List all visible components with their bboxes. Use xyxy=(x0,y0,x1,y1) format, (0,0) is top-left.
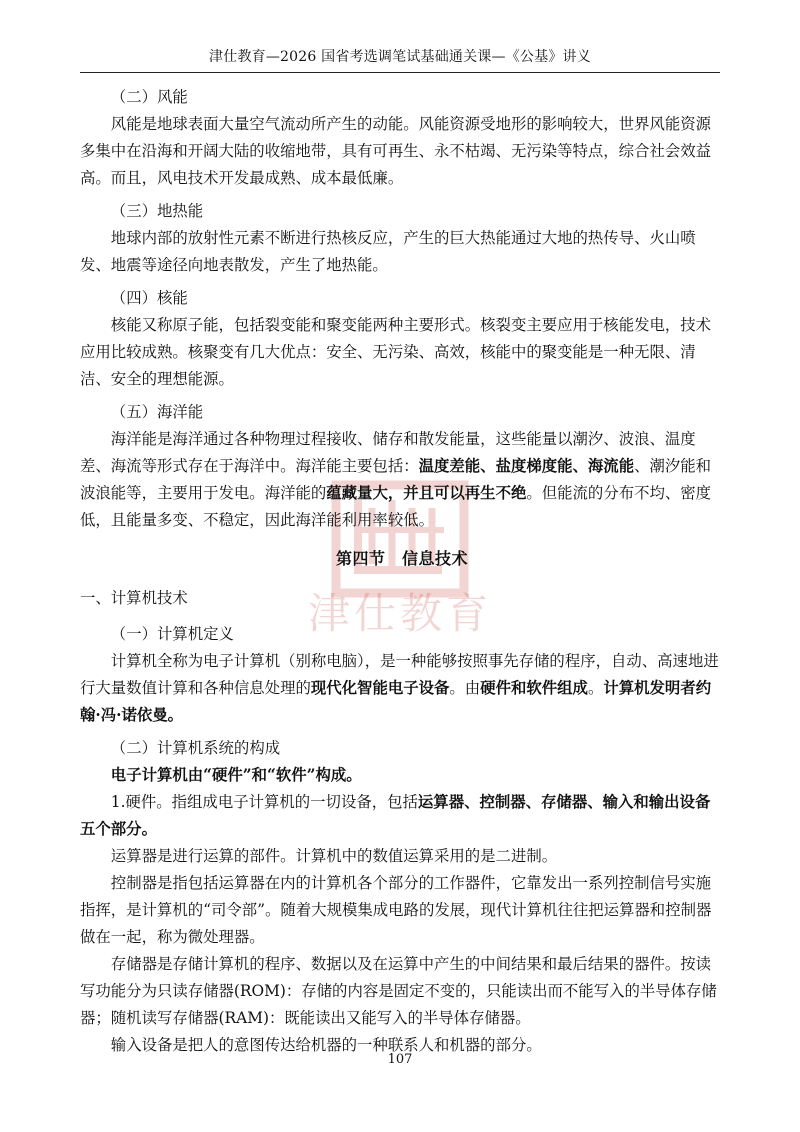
paragraph-wind-energy xyxy=(80,111,724,192)
paragraph-computer-composition xyxy=(80,762,724,789)
text-run: 、潮汐能和波浪能等，主要用于发电。海洋能的 xyxy=(80,457,712,502)
bold-text: 蕴藏量大，并且可以再生不绝 xyxy=(326,484,527,502)
text-run: （一）计算机定义 xyxy=(110,625,234,643)
text-run: 存储器是存储计算机的程序、数据以及在运算中产生的中间结果和最后结果的器件。按读写功能分为只读存储器(ROM)：存储的内容是固定不变的，只能读出而不能写入的半导体存储器；随机读写存储器(RAM)：既能读出又能写入的半导体存储器。 xyxy=(80,955,717,1027)
paragraph-computer-definition xyxy=(80,648,724,729)
paragraph-nuclear xyxy=(80,312,724,393)
text-run: 风能是地球表面大量空气流动所产生的动能。风能资源受地形的影响较大，世界风能资源多集中在沿海和开阔大陆的收缩地带，具有可再生、永不枯竭、无污染等特点，综合社会效益高。而且，风电技术开发最成熟、成本最低廉。 xyxy=(80,115,712,187)
header-title: 津仕教育—2026 国省考选调笔试基础通关课—《公基》讲义 xyxy=(209,49,591,65)
heading-computer-definition xyxy=(80,621,724,648)
heading-computer-system xyxy=(80,735,724,762)
text-run: 。 xyxy=(587,679,604,697)
text-run: 。由 xyxy=(449,679,481,697)
paragraph-alu xyxy=(80,843,724,870)
document-body xyxy=(80,78,724,1059)
text-run: （二）风能 xyxy=(110,88,188,106)
page-number: 107 xyxy=(387,1052,413,1067)
bold-text: 硬件和软件组成 xyxy=(480,679,588,697)
heading-computer-tech xyxy=(80,585,724,612)
text-run: 第四节 信息技术 xyxy=(335,549,468,568)
paragraph-ocean xyxy=(80,426,724,534)
paragraph-controller xyxy=(80,870,724,951)
page-header xyxy=(80,42,720,73)
bold-text: 运算器、控制器、存储器、输入和输出设备五个部分。 xyxy=(80,793,711,838)
text-run: 。但能流的分布不均、密度低，且能量多变、不稳定，因此海洋能利用率较低。 xyxy=(80,484,712,529)
text-run: 计算机全称为电子计算机（别称电脑），是一种能够按照事先存储的程序，自动、高速地进行大量数值计算和各种信息处理的 xyxy=(80,652,719,697)
paragraph-memory xyxy=(80,951,724,1032)
paragraph-geothermal xyxy=(80,225,724,279)
text-run: （二）计算机系统的构成 xyxy=(110,739,281,757)
text-run: （三）地热能 xyxy=(110,202,204,220)
text-run: 输入设备是把人的意图传达给机器的一种联系人和机器的部分。 xyxy=(110,1036,542,1054)
text-run: （五）海洋能 xyxy=(110,403,204,421)
text-run: 核能又称原子能，包括裂变能和聚变能两种主要形式。核裂变主要应用于核能发电，技术应用比较成熟。核聚变有几大优点：安全、无污染、高效，核能中的聚变能是一种无限、清洁、安全的理想能源。 xyxy=(80,316,712,388)
text-run: 1.硬件。指组成电子计算机的一切设备，包括 xyxy=(110,793,418,811)
heading-nuclear xyxy=(80,285,724,312)
heading-ocean xyxy=(80,399,724,426)
watermark-text: 津仕教育 xyxy=(307,589,493,638)
text-run: 控制器是指包括运算器在内的计算机各个部分的工作器件，它靠发出一系列控制信号实施指挥，是计算机的“司令部”。随着大规模集成电路的发展，现代计算机往往把运算器和控制器做在一起，称为微处理器。 xyxy=(80,874,712,946)
bold-text: 计算机发明者约翰·冯·诺依曼。 xyxy=(80,679,712,724)
heading-geothermal xyxy=(80,198,724,225)
bold-text: 电子计算机由“硬件”和“软件”构成。 xyxy=(110,766,362,784)
text-run: 一、计算机技术 xyxy=(80,589,188,607)
heading-wind-energy xyxy=(80,84,724,111)
bold-text: 温度差能、盐度梯度能、海流能 xyxy=(418,457,635,475)
bold-text: 现代化智能电子设备 xyxy=(310,679,450,697)
text-run: （四）核能 xyxy=(110,289,188,307)
section-title xyxy=(80,545,724,572)
paragraph-hardware xyxy=(80,789,724,843)
text-run: 地球内部的放射性元素不断进行热核反应，产生的巨大热能通过大地的热传导、火山喷发、地震等途径向地表散发，产生了地热能。 xyxy=(80,229,696,274)
text-run: 运算器是进行运算的部件。计算机中的数值运算采用的是二进制。 xyxy=(110,847,558,865)
text-run: 海洋能是海洋通过各种物理过程接收、储存和散发能量，这些能量以潮汐、波浪、温度差、海流等形式存在于海洋中。海洋能主要包括： xyxy=(80,430,696,475)
